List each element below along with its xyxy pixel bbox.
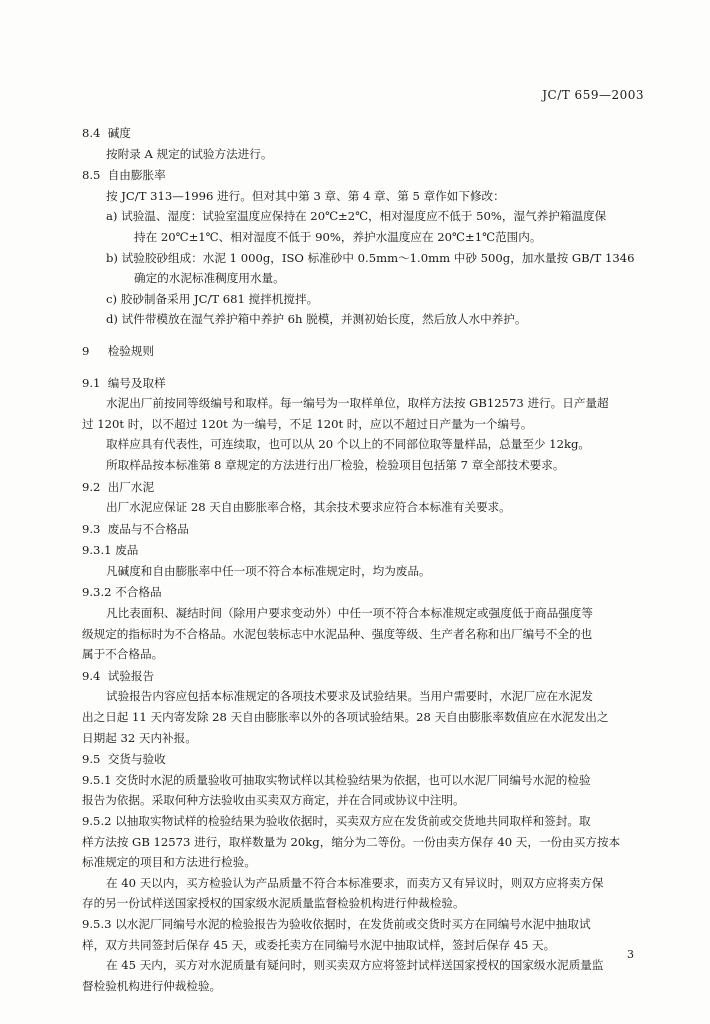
paragraph-9-5-3-line1: 9.5.3 以水泥厂同编号水泥的检验报告为验收依据时，在发货前或交货时买方在同编号水泥中抽取试 <box>82 916 591 931</box>
paragraph-9-5-3-p2-line2: 督检验机构进行仲裁检验。 <box>82 978 222 993</box>
heading-9: 9 检验规则 <box>82 343 155 358</box>
document-body <box>82 122 648 996</box>
paragraph-9-5-1-line1: 9.5.1 交货时水泥的质量验收可抽取实物试样以其检验结果为依据，也可以水泥厂同编号水泥的检验 <box>82 772 591 787</box>
paragraph-9-1-line1: 水泥出厂前按同等级编号和取样。每一编号为一取样单位，取样方法按 GB12573 进行。日产量超 <box>106 396 609 411</box>
paragraph-9-5-1-line2: 报告为依据。采取何种方法验收由买卖双方商定，并在合同或协议中注明。 <box>82 793 465 808</box>
standard-number: JC/T 659—2003 <box>542 88 644 102</box>
paragraph-9-5-2-line1: 9.5.2 以抽取实物试样的检验结果为验收依据时，买卖双方应在发货前或交货地共同取样和签封。取 <box>82 814 591 828</box>
heading-9-2: 9.2 出厂水泥 <box>82 479 155 494</box>
heading-9-3-1: 9.3.1 废品 <box>82 543 139 558</box>
paragraph-9-1-p2: 取样应具有代表性，可连续取，也可以从 20 个以上的不同部位取等量样品，总量至少 12kg。 <box>106 437 590 452</box>
list-item-b-cont: 确定的水泥标准稠度用水量。 <box>134 271 285 286</box>
heading-9-5: 9.5 交货与验收 <box>82 752 166 767</box>
paragraph-9-3-1: 凡碱度和自由膨胀率中任一项不符合本标准规定时，均为废品。 <box>106 563 431 578</box>
paragraph-9-5-2-p2-line1: 在 40 天以内，买方检验认为产品质量不符合本标准要求，而卖方又有异议时，则双方应将卖方保 <box>106 875 604 890</box>
page-number: 3 <box>627 948 634 961</box>
paragraph-9-5-2-line2: 样方法按 GB 12573 进行，取样数量为 20kg，缩分为二等份。一份由卖方保存 40 天，一份由买方按本 <box>82 834 621 849</box>
paragraph-9-4-line1: 试验报告内容应包括本标准规定的各项技术要求及试验结果。当用户需要时，水泥厂应在水泥发 <box>106 689 593 704</box>
paragraph-9-4-line3: 日期起 32 天内补报。 <box>82 730 197 745</box>
list-item-a: a) 试验温、湿度：试验室温度应保持在 20℃±2℃，相对湿度应不低于 50%，湿气养护箱温度保 <box>106 209 607 224</box>
paragraph-9-4-line2: 出之日起 11 天内寄发除 28 天自由膨胀率以外的各项试验结果。28 天自由膨胀率数值应在水泥发出之 <box>82 710 609 725</box>
heading-9-1: 9.1 编号及取样 <box>82 375 166 390</box>
list-item-d: d) 试件带模放在湿气养护箱中养护 6h 脱模，并测初始长度，然后放人水中养护。 <box>106 312 527 327</box>
paragraph-9-2: 出厂水泥应保证 28 天自由膨胀率合格，其余技术要求应符合本标准有关要求。 <box>106 500 511 515</box>
heading-8-5: 8.5 自由膨胀率 <box>82 168 166 183</box>
paragraph-8-5-intro: 按 JC/T 313—1996 进行。但对其中第 3 章、第 4 章、第 5 章作如下修改： <box>106 188 505 203</box>
paragraph-9-5-3-p2-line1: 在 45 天内，买方对水泥质量有疑问时，则买卖双方应将签封试样送国家授权的国家级水泥质量监 <box>106 958 604 973</box>
heading-9-3-2: 9.3.2 不合格品 <box>82 585 162 600</box>
heading-8-4: 8.4 碱度 <box>82 126 131 140</box>
paragraph-9-3-2-line1: 凡比表面积、凝结时间（除用户要求变动外）中任一项不符合本标准规定或强度低于商品强度等 <box>106 606 593 621</box>
heading-9-3: 9.3 废品与不合格品 <box>82 521 189 536</box>
paragraph-9-5-2-p2-line2: 存的另一份试样送国家授权的国家级水泥质量监督检验机构进行仲裁检验。 <box>82 896 465 911</box>
paragraph-8-4: 按附录 A 规定的试验方法进行。 <box>106 146 273 161</box>
paragraph-9-5-3-line2: 样，双方共同签封后保存 45 天，或委托卖方在同编号水泥中抽取试样，签封后保存 45 天。 <box>82 937 556 952</box>
list-item-a-cont: 持在 20℃±1℃、相对湿度不低于 90%，养护水温度应在 20℃±1℃范围内。 <box>134 229 542 244</box>
paragraph-9-5-2-line3: 标准规定的项目和方法进行检验。 <box>82 855 256 870</box>
paragraph-9-1-line2: 过 120t 时，以不超过 120t 为一编号，不足 120t 时，应以不超过日产量为一个编号。 <box>82 416 533 431</box>
paragraph-9-3-2-line3: 属于不合格品。 <box>82 647 164 662</box>
list-item-c: c) 胶砂制备采用 JC/T 681 搅拌机搅拌。 <box>106 291 319 306</box>
list-item-b: b) 试验胶砂组成：水泥 1 000g，ISO 标准砂中 0.5mm～1.0mm 中砂 500g，加水量按 GB/T 1346 <box>106 250 635 265</box>
paragraph-9-3-2-line2: 级规定的指标时为不合格品。水泥包装标志中水泥品种、强度等级、生产者名称和出厂编号不全的也 <box>82 626 593 641</box>
paragraph-9-1-p3: 所取样品按本标准第 8 章规定的方法进行出厂检验，检验项目包括第 7 章全部技术要求。 <box>106 457 565 472</box>
heading-9-4: 9.4 试验报告 <box>82 668 155 683</box>
